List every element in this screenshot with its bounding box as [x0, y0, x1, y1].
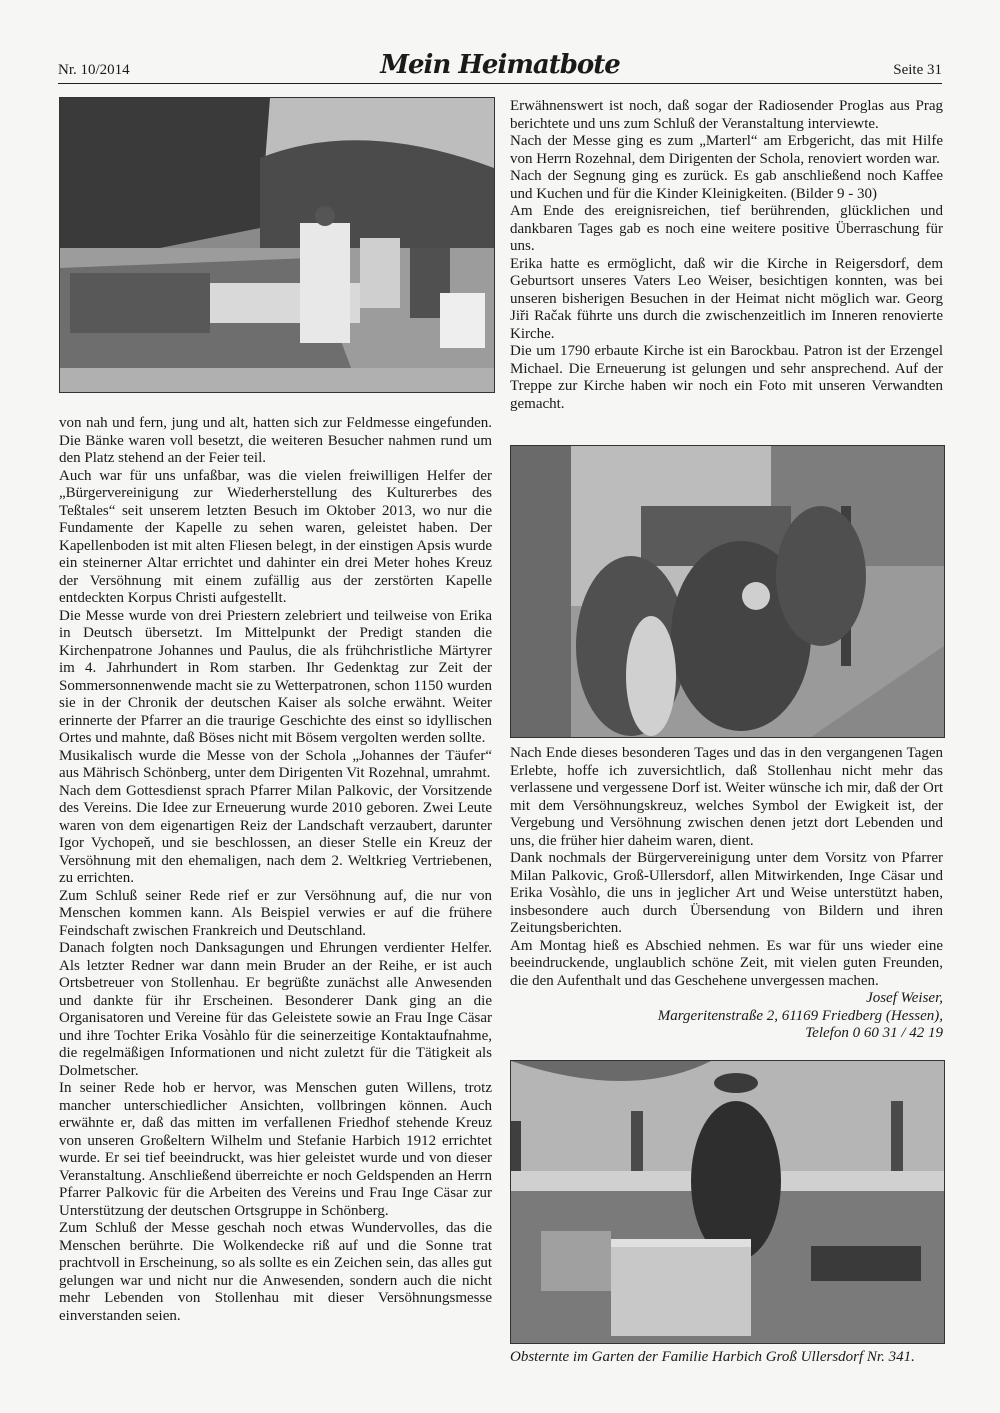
paragraph: Zum Schluß der Messe geschah noch etwas Wundervolles, das die Menschen berührte. Die Wolkendecke riß auf und die Sonne trat prachtvoll in Erscheinung, so als sollte es ein Zeichen sein, das alles gut gelungen war und nicht nur die Anwesenden, sondern auch die nicht mehr Lebenden von Stollenhau mit dieser Versöhnungsmesse einverstanden seien. [59, 1220, 492, 1324]
paragraph: Am Ende des ereignisreichen, tief berührenden, glücklichen und dankbaren Tages gab es noch eine weitere positive Überraschung für uns. [510, 203, 943, 254]
photo-caption: Obsternte im Garten der Familie Harbich Groß Ullersdorf Nr. 341. [510, 1349, 915, 1365]
masthead-logo: Mein Heimatbote [380, 50, 620, 80]
paragraph: von nah und fern, jung und alt, hatten sich zur Feldmesse eingefunden. Die Bänke waren voll besetzt, die weiteren Besucher nahmen rund um den Platz stehend an der Feier teil. [59, 415, 492, 466]
paragraph: Die Messe wurde von drei Priestern zelebriert und teilweise von Erika in Deutsch übersetzt. Im Mittelpunkt der Predigt standen die Kirchenpatrone Johannes und Paulus, die als frühchristliche Märtyrer im 4. Jahrhundert in Rom starben. Ihr Gedenktag zur Zeit der Sommersonnenwende macht sie zu Wetterpatronen, schon 1150 wurden sie in der Chronik der deutschen Kaiser als solche erwähnt. Weiter erinnerte der Pfarrer an die traurige Geschichte des einst so idyllischen Ortes und mahnte, daß Böses nicht mit Bösem vergolten werden sollte. [59, 607, 492, 746]
article-right-column-top [510, 98, 943, 413]
photo-fruit-harvest [510, 1060, 945, 1344]
signature-name: Josef Weiser, [866, 990, 943, 1006]
photo-field-mass [59, 97, 495, 393]
paragraph: Nach Ende dieses besonderen Tages und das in den vergangenen Tagen Erlebte, hoffe ich zuversichtlich, daß Stollenhau nicht mehr das verlassene und vergessene Dorf ist. Weiter wünsche ich mir, daß der Ort mit dem Versöhnungskreuz, welches Symbol der Ewigkeit ist, der Vergebung und Versöhnung zwischen denen jetzt dort Lebenden und uns, die früher hier daheim waren, dient. [510, 745, 943, 849]
paragraph: Auch war für uns unfaßbar, was die vielen freiwilligen Helfer der „Bürgervereinigung zur Wiederherstellung des Kulturerbes des Teßtales“ seit unserem letzten Besuch im Oktober 2013, wo nur die Fundamente der Kapelle zu sehen waren, geleistet haben. Der Kapellenboden ist mit alten Fliesen belegt, in der einstigen Apsis wurde ein steinerner Altar errichtet und dahinter ein drei Meter hohes Kreuz der Versöhnung mit einem zufällig aus der zerstörten Kapelle entdeckten Korpus Christi aufgestellt. [59, 467, 492, 606]
paragraph: Dank nochmals der Bürgervereinigung unter dem Vorsitz von Pfarrer Milan Palkovic, Groß-Ullersdorf, allen Mitwirkenden, Inge Cäsar und Erika Vosàhlo, die uns in jeglicher Art und Weise unterstützt haben, insbesondere auch durch Übersendung von Bildern und ihren Zeitungsberichten. [510, 850, 943, 936]
paragraph: Nach der Segnung ging es zurück. Es gab anschließend noch Kaffee und Kuchen und für die Kinder Kleinigkeiten. (Bilder 9 - 30) [510, 168, 943, 202]
paragraph: Die um 1790 erbaute Kirche ist ein Barockbau. Patron ist der Erzengel Michael. Die Erneuerung ist gelungen und sehr ansprechend. Auf der Treppe zur Kirche haben wir noch ein Foto mit unseren Verwandten gemacht. [510, 343, 943, 412]
signature-address: Margeritenstraße 2, 61169 Friedberg (Hessen), [657, 1007, 943, 1024]
paragraph: Musikalisch wurde die Messe von der Schola „Johannes der Täufer“ aus Mährisch Schönberg, unter dem Dirigenten Vit Rozehnal, umrahmt. [59, 747, 492, 781]
photo-church-steps [510, 445, 945, 738]
page-header [58, 50, 942, 82]
article-left-column [59, 415, 492, 1325]
signature-phone: Telefon 0 60 31 / 42 19 [805, 1025, 943, 1041]
paragraph: In seiner Rede hob er hervor, was Menschen guten Willens, trotz mancher unterschiedlicher Ansichten, vollbringen können. Auch erwähnte er, daß das mitten im verfallenen Friedhof stehende Kreuz von unseren Großeltern Wilhelm und Stefanie Harbich 1912 errichtet wurde. Er sei tief beeindruckt, was hier geleistet wurde und von dieser Veranstaltung. Anschließend überreichte er noch Geldspenden an Herrn Pfarrer Palkovic für die Arbeiten des Vereins und Frau Inge Cäsar zur Unterstützung der deutschen Ortsgruppe in Schönberg. [59, 1080, 492, 1219]
article-right-column-bottom [510, 745, 943, 1043]
header-rule [58, 83, 942, 84]
page-number: Seite 31 [893, 62, 942, 78]
paragraph: Erika hatte es ermöglicht, daß wir die Kirche in Reigersdorf, dem Geburtsort unseres Vaters Leo Weiser, besichtigen konnten, was bei unseren bisherigen Besuchen in der Heimat nicht möglich war. Georg Jiři Račak führte uns durch die zwischenzeitlich im Inneren renovierte Kirche. [510, 255, 943, 342]
paragraph: Nach dem Gottesdienst sprach Pfarrer Milan Palkovic, der Vorsitzende des Vereins. Die Idee zur Erneuerung wurde 2010 geboren. Zwei Leute waren von dem eigenartigen Reiz der Landschaft verzaubert, darunter Igor Vychopeň, und sie beschlossen, an dieser Stelle ein Kreuz der Versöhnung mit den ehemaligen, nach dem 2. Weltkrieg Vertriebenen, zu errichten. [59, 782, 492, 886]
paragraph: Am Montag hieß es Abschied nehmen. Es war für uns wieder eine beeindruckende, unglaublich schöne Zeit, mit vielen guten Freunden, die den Aufenthalt und das Geschehene unvergessen machen. [510, 937, 943, 989]
paragraph: Zum Schluß seiner Rede rief er zur Versöhnung auf, die nur von Menschen kommen kann. Als Beispiel verwies er auf die frühere Feindschaft zwischen Frankreich und Deutschland. [59, 887, 492, 939]
paragraph: Nach der Messe ging es zum „Marterl“ am Erbgericht, das mit Hilfe von Herrn Rozehnal, dem Dirigenten der Schola, renoviert worden war. [510, 133, 943, 167]
paragraph: Danach folgten noch Danksagungen und Ehrungen verdienter Helfer. Als letzter Redner war dann mein Bruder an der Reihe, er ist auch Ortsbetreuer von Stollenhau. Er begrüßte zunächst alle Anwesenden und dankte für ihr Erscheinen. Besonderer Dank ging an die Organisatoren und Vereine für das Geleistete sowie an Frau Inge Cäsar und ihre Tochter Erika Vosàhlo für die seinerzeitige Kontaktaufnahme, die regelmäßigen Informationen und nicht zuletzt für die Tätigkeit als Dolmetscher. [59, 940, 492, 1079]
paragraph: Erwähnenswert ist noch, daß sogar der Radiosender Proglas aus Prag berichtete und uns zum Schluß der Veranstaltung interviewte. [510, 98, 943, 132]
issue-number: Nr. 10/2014 [58, 62, 130, 78]
